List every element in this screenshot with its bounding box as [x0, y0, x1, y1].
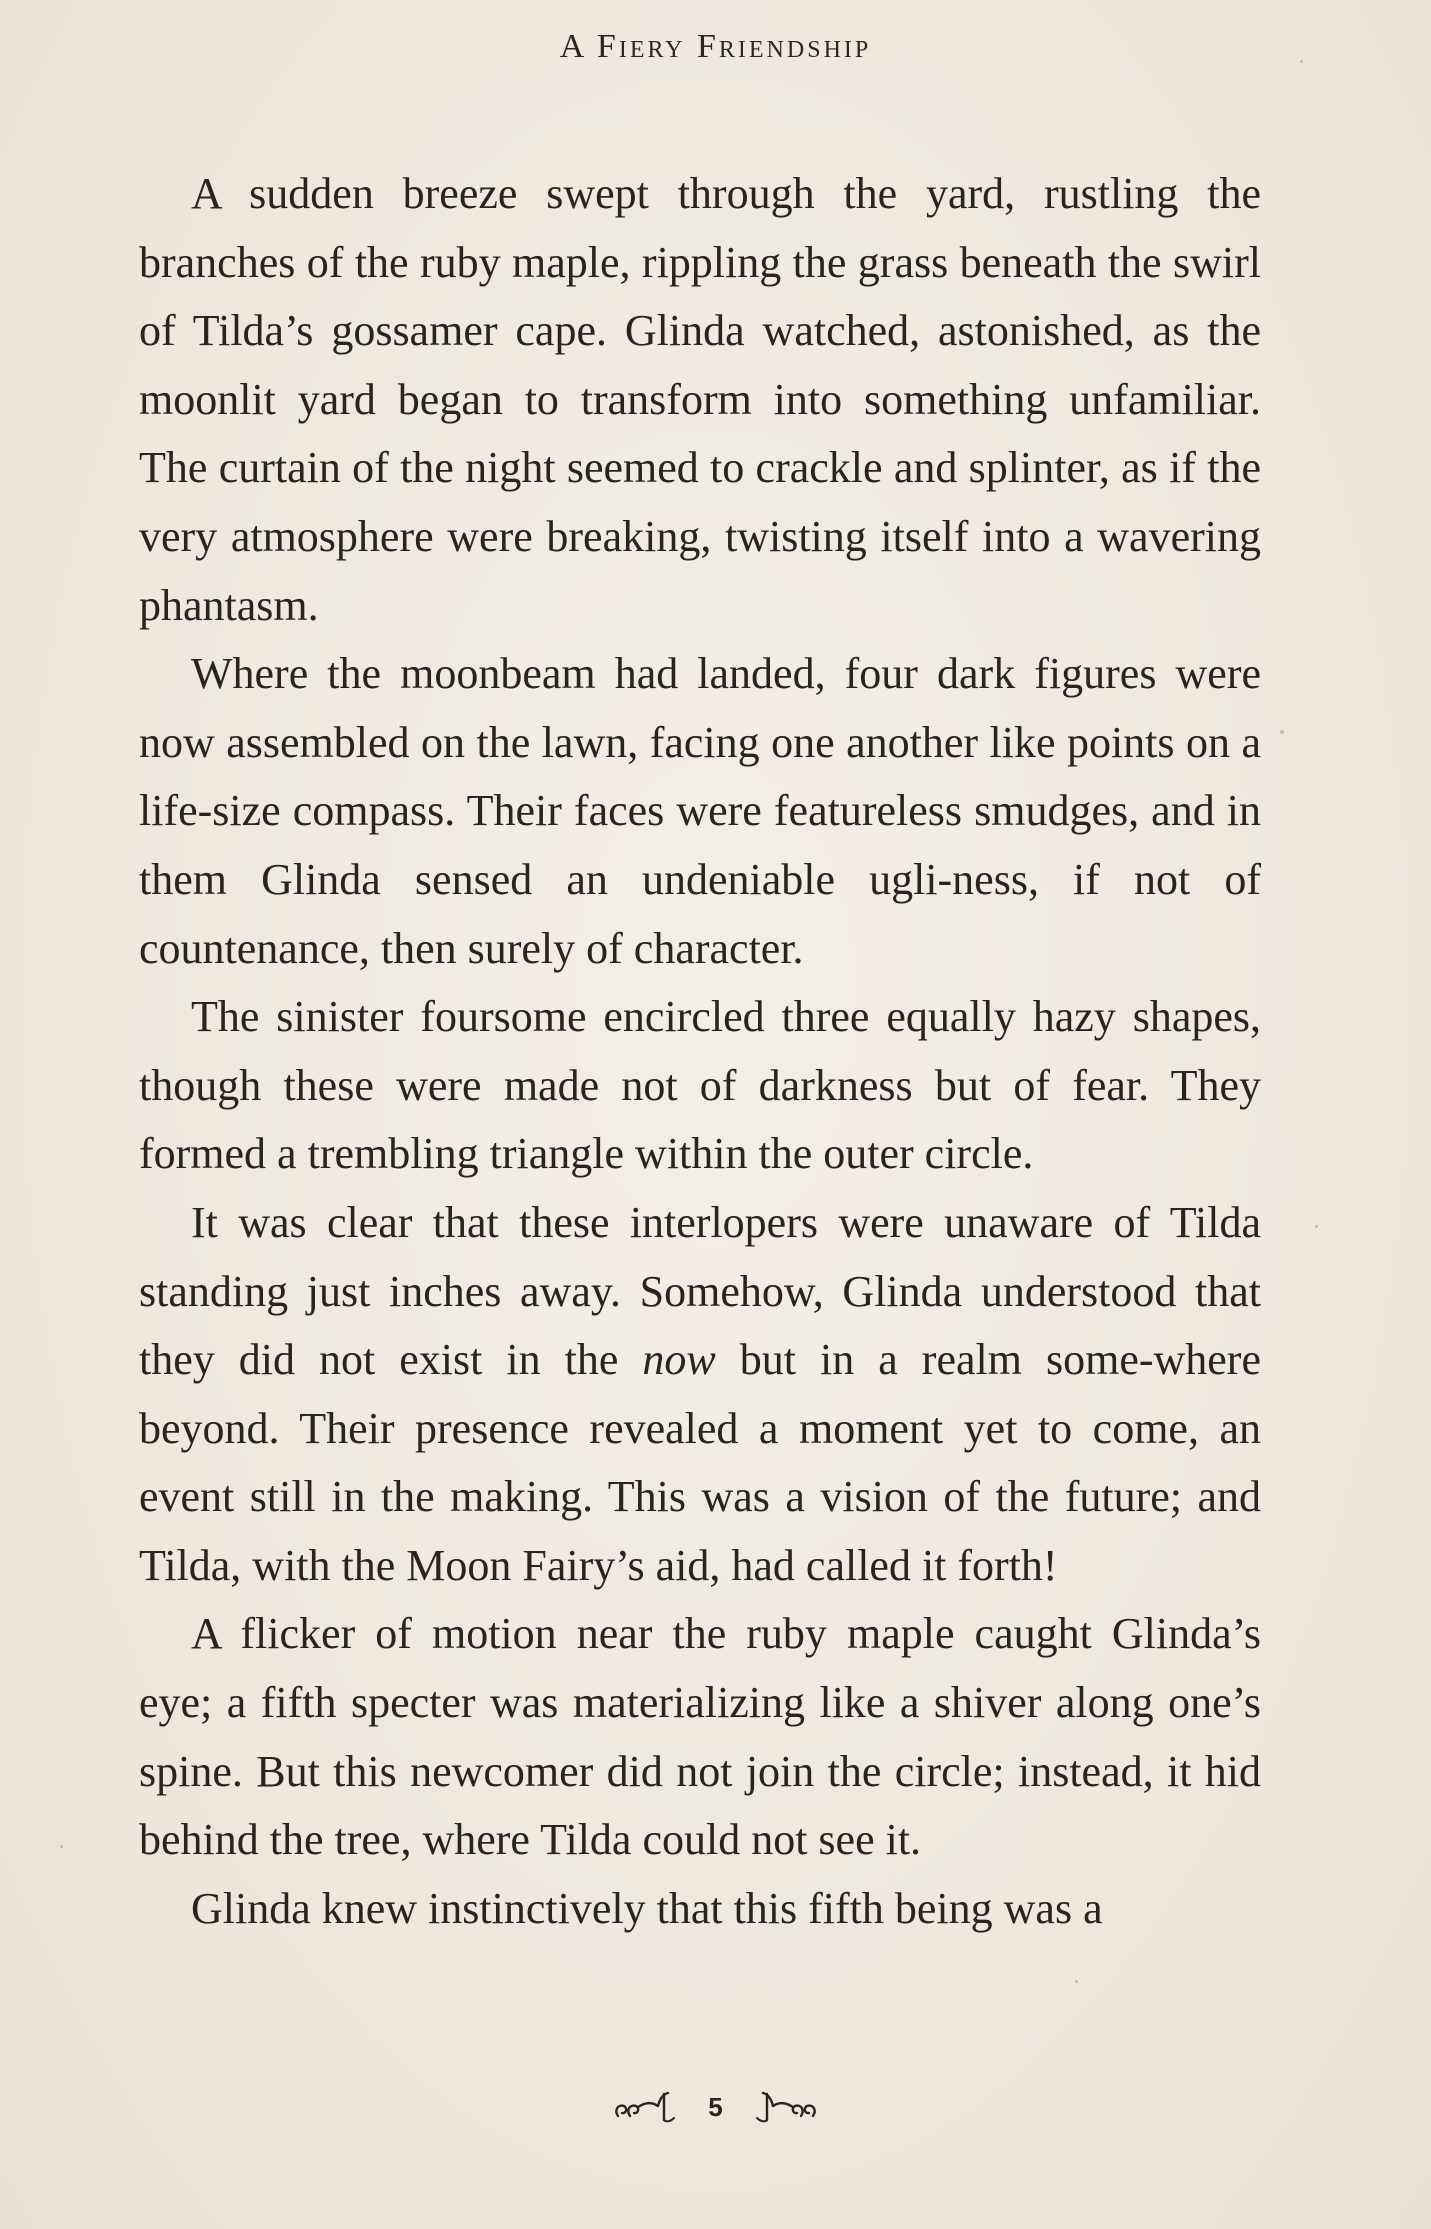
- paragraph: [139, 1875, 1261, 1944]
- text-run: Where the moonbeam had landed, four dark figures were now assembled on the lawn, facing one another like points on a life-size compass. Their faces were featureless smudges, and in them Glinda sensed an undeniable ugli-ness, if not of countenance, then surely of character.: [139, 649, 1261, 973]
- paper-speck: [1315, 1225, 1318, 1228]
- body-text: [139, 160, 1261, 1943]
- scroll-ornament-right-icon: [749, 2090, 819, 2124]
- text-run: A sudden breeze swept through the yard, rustling the branches of the ruby maple, rippling the grass beneath the swirl of Tilda’s gossamer cape. Glinda watched, astonished, as the moonlit yard began to transform into something unfamiliar. The curtain of the night seemed to crackle and splinter, as if the very atmosphere were breaking, twisting itself into a wavering phantasm.: [139, 169, 1261, 630]
- paragraph: [139, 1600, 1261, 1874]
- text-run: but in a realm some-where beyond. Their presence revealed a moment yet to come, an event still in the making. This was a vision of the future; and Tilda, with the Moon Fairy’s aid, had called it forth!: [139, 1335, 1261, 1590]
- paragraph: [139, 640, 1261, 983]
- running-head: A Fiery Friendship: [559, 28, 872, 65]
- text-run: A flicker of motion near the ruby maple caught Glinda’s eye; a fifth specter was materializing like a shiver along one’s spine. But this newcomer did not join the circle; instead, it hid behind the tree, where Tilda could not see it.: [139, 1609, 1261, 1865]
- italic-text: now: [642, 1335, 716, 1385]
- text-run: The sinister foursome encircled three equally hazy shapes, though these were made not of darkness but of fear. They formed a trembling triangle within the outer circle.: [139, 992, 1261, 1179]
- text-run: Glinda knew instinctively that this fifth being was a: [191, 1883, 1103, 1933]
- paper-speck: [1300, 60, 1303, 63]
- scroll-ornament-left-icon: [612, 2090, 682, 2124]
- paragraph: [139, 160, 1261, 640]
- paragraph: [139, 1189, 1261, 1601]
- paper-speck: [60, 1845, 63, 1848]
- folio: [0, 2090, 1431, 2129]
- page-number: 5: [708, 2091, 723, 2122]
- paragraph: [139, 983, 1261, 1189]
- text-run: It was clear that these interlopers were unaware of Tilda standing just inches away. Somehow, Glinda understood that they did not exist in the: [139, 1197, 1261, 1385]
- paper-speck: [1075, 1980, 1078, 1983]
- paper-speck: [1280, 730, 1284, 734]
